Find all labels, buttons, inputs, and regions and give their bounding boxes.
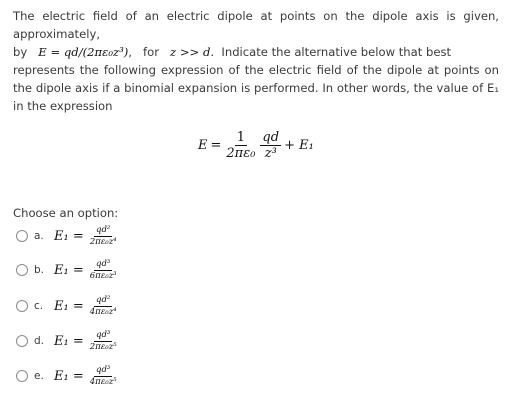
option-den: 2πε₀z⁴ [89,236,117,247]
option-den: 4πε₀z⁵ [89,376,117,387]
option-lhs: E₁ = [54,298,84,314]
option-c[interactable] [16,292,119,320]
option-letter: e. [34,370,44,382]
option-den: 4πε₀z⁴ [89,306,117,317]
expr-num: qd [262,130,280,145]
radio-b[interactable] [16,264,28,276]
expr-den: z³ [264,146,277,161]
option-a[interactable] [16,222,119,250]
option-num: qd³ [96,259,111,269]
radio-a[interactable] [16,230,28,242]
option-num: qd³ [96,365,111,375]
option-formula [54,226,119,246]
option-fraction [88,366,119,386]
option-lhs: E₁ = [54,333,84,349]
radio-d[interactable] [16,335,28,347]
option-den: 6πε₀z³ [89,270,117,281]
option-lhs: E₁ = [54,368,84,384]
option-fraction [88,226,119,246]
option-lhs: E₁ = [54,262,84,278]
option-lhs: E₁ = [54,228,84,244]
question-line-3: represents the following expression of the electric field of the dipole at points on the dipole axis if a binomial expansion is performed. In other words, the value of E₁ in the expression [13,63,499,113]
option-e[interactable] [16,362,119,390]
option-fraction [88,296,119,316]
option-formula [54,296,119,316]
option-letter: d. [34,335,45,347]
option-fraction [88,260,119,280]
expr-tail: + E₁ [284,138,314,153]
option-b[interactable] [16,256,119,284]
option-formula [54,331,119,351]
field-expression: E = $\frac{1}{\text{2πε₀}}$ $\frac{qd}{\text{z³}}$ + E₁ [198,130,314,161]
question-line-2: by E = qd/(2πε₀z³), for z >> d. Indicate the alternative below that best [13,45,452,59]
expr-coefficient [224,131,257,160]
expr-fraction [260,131,281,160]
option-formula [54,260,119,280]
option-formula [54,366,119,386]
question-text [13,7,499,115]
option-num: qd³ [96,330,111,340]
option-num: qd² [96,225,111,235]
option-d[interactable] [16,327,119,355]
radio-c[interactable] [16,300,28,312]
condition: z >> d. [170,45,215,59]
option-num: qd² [96,295,111,305]
by-label: by [13,45,28,59]
choose-label: Choose an option: [13,206,119,220]
formula: E = qd/(2πε₀z³) [38,45,129,59]
option-letter: b. [34,264,45,276]
indicate-text: Indicate the alternative below that best [221,45,452,59]
option-letter: a. [34,230,44,242]
for-label: for [143,45,159,59]
expr-coef-den: 2πε₀ [226,146,256,161]
option-letter: c. [34,300,44,312]
radio-e[interactable] [16,370,28,382]
expr-lhs: E [198,138,208,153]
option-fraction [88,331,119,351]
expr-coef-num: 1 [236,130,246,145]
question-line-1: The electric field of an electric dipole at points on the dipole axis is given, approximately, [13,9,499,41]
option-den: 2πε₀z⁵ [89,341,117,352]
